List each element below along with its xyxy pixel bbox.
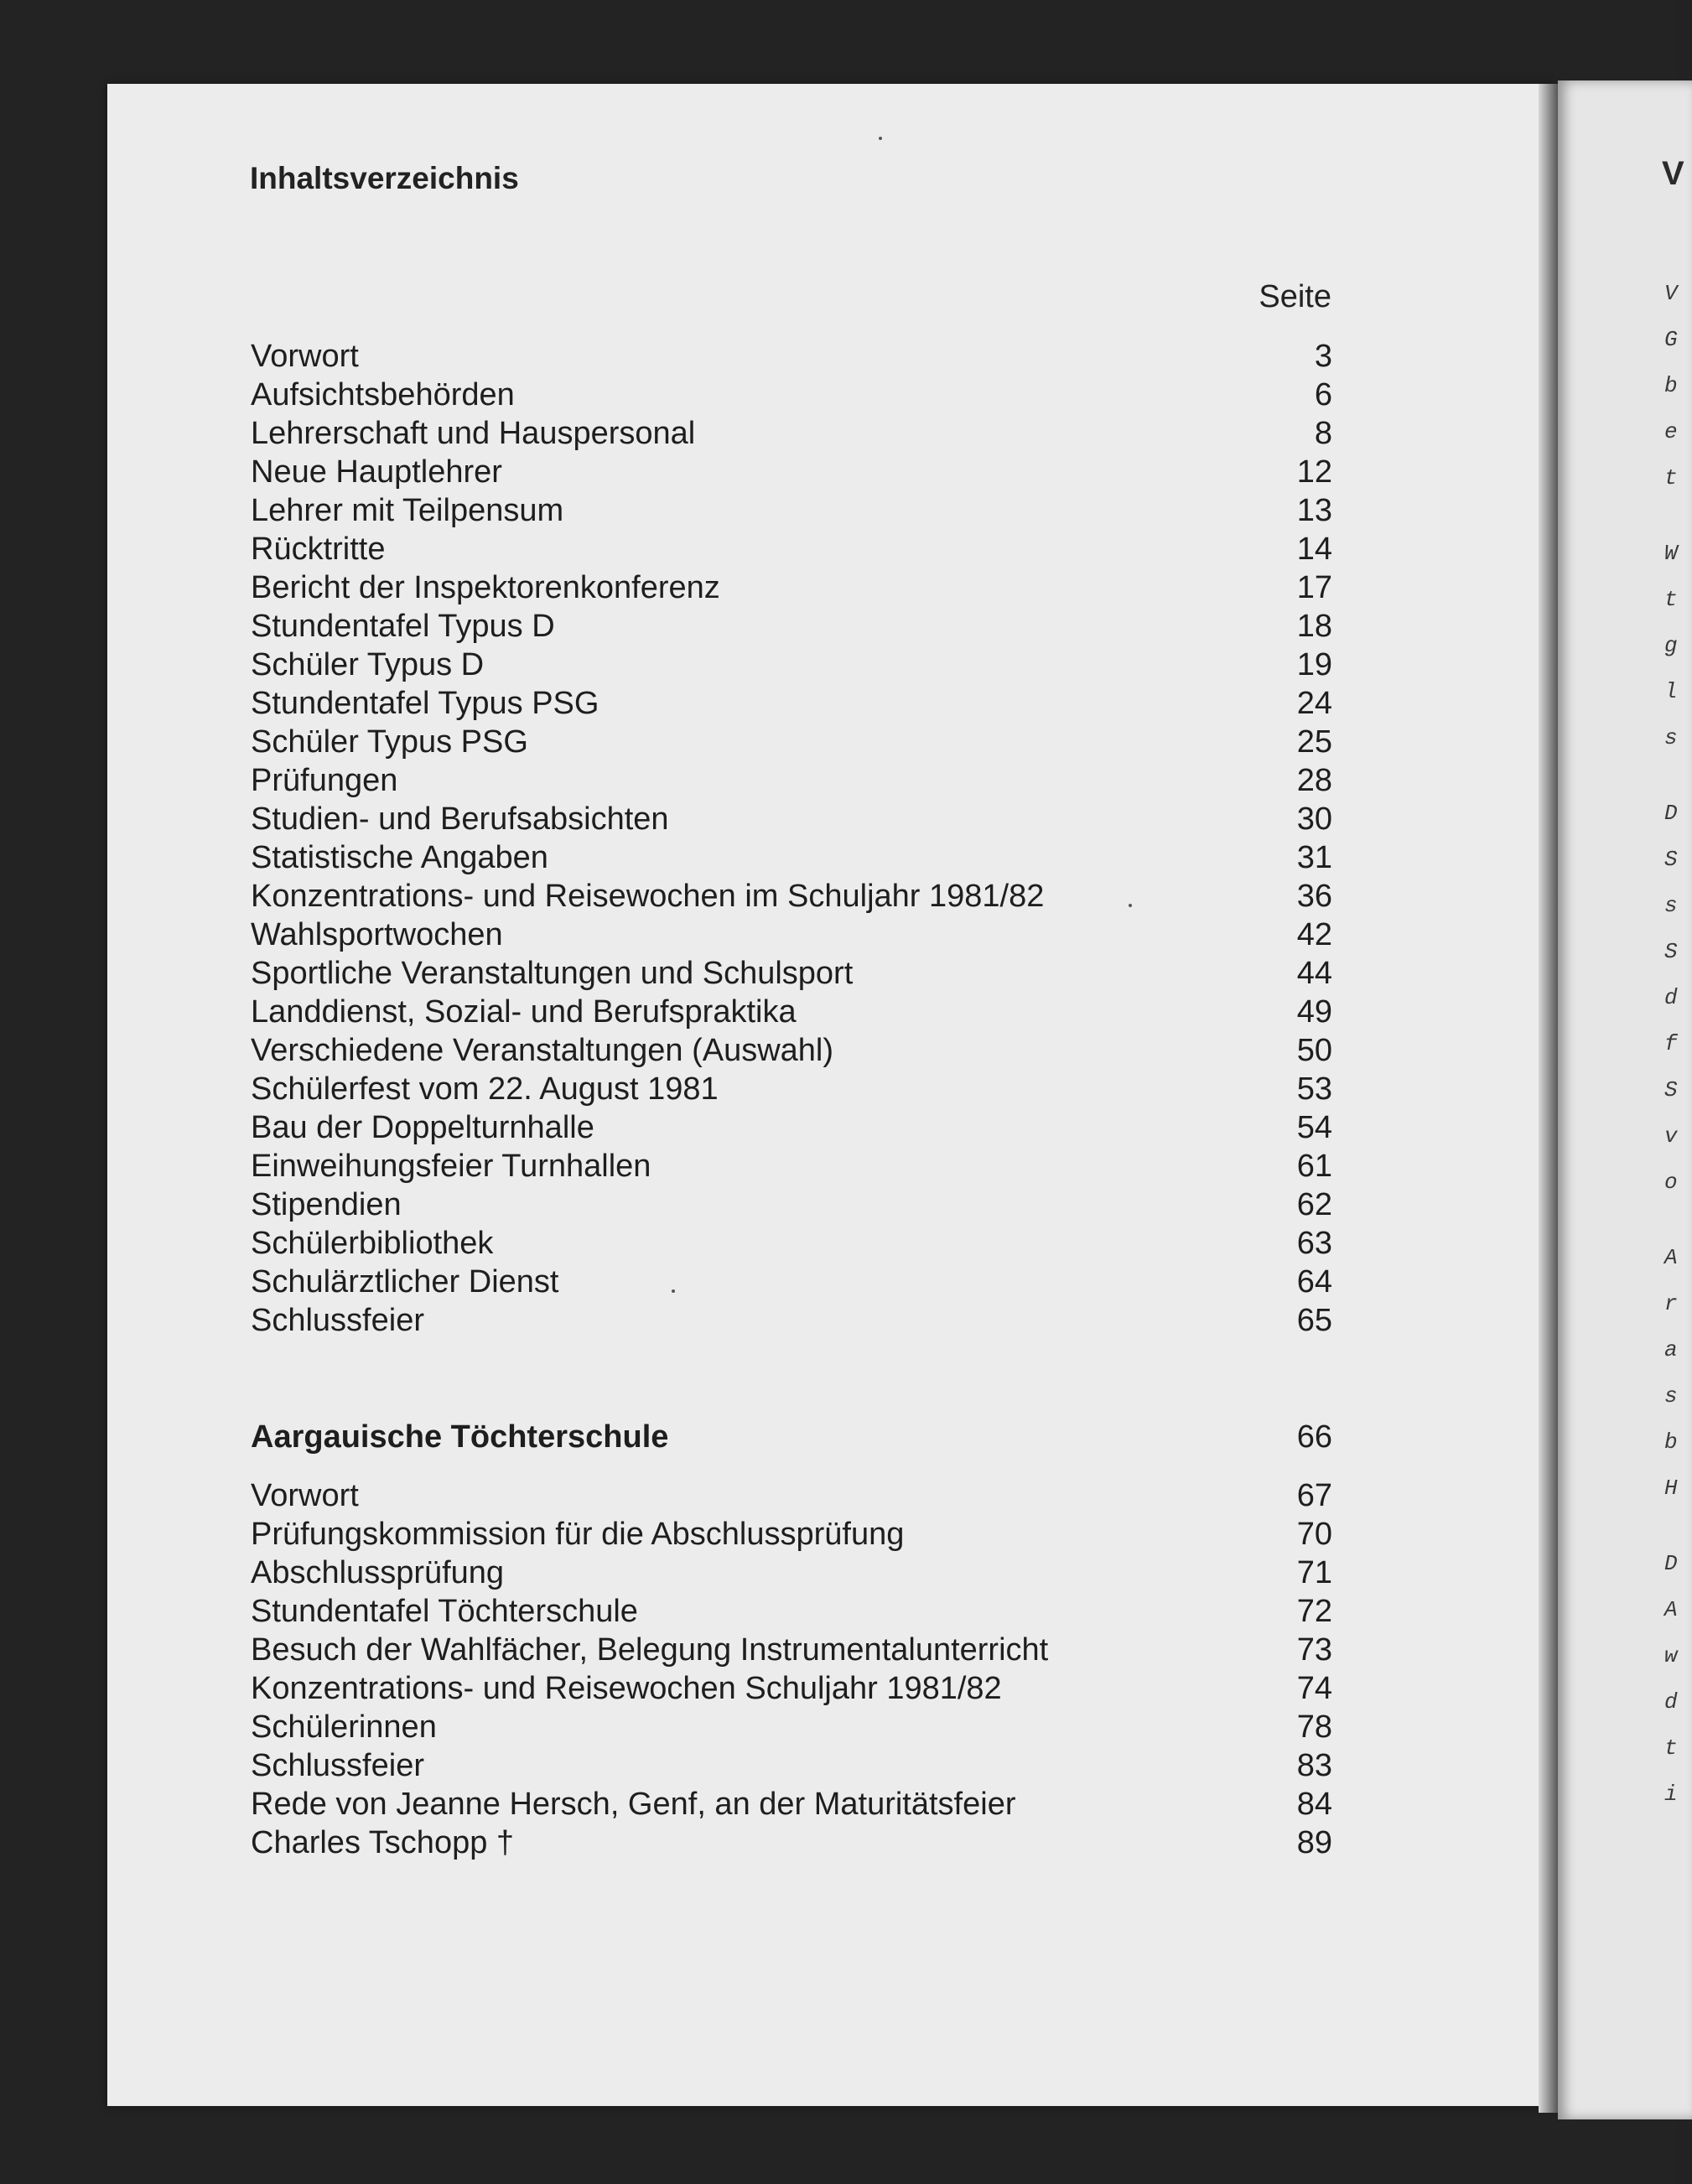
toc-entry-label: Lehrerschaft und Hauspersonal	[251, 416, 696, 451]
toc-entry	[251, 684, 1332, 723]
toc-entry-page: 12	[1296, 454, 1332, 490]
toc-entry-label: Neue Hauptlehrer	[251, 454, 502, 490]
toc-entry	[251, 491, 1332, 530]
facing-page-initial: A	[1664, 1245, 1678, 1270]
toc-entry-page: 25	[1296, 724, 1332, 760]
toc-entry-page: 8	[1314, 416, 1332, 451]
toc-entry-page: 54	[1296, 1110, 1332, 1145]
paper-speck	[879, 137, 882, 140]
toc-entry	[251, 530, 1332, 568]
toc-entry	[251, 916, 1332, 954]
toc-list	[251, 337, 1332, 1340]
facing-page-heading-fragment: V	[1662, 155, 1684, 192]
toc-entry-label: Abschlussprüfung	[251, 1555, 505, 1590]
toc-entry-label: Einweihungsfeier Turnhallen	[251, 1149, 651, 1184]
facing-page-initial: W	[1664, 541, 1678, 566]
toc-entry	[251, 1669, 1332, 1708]
toc-entry	[251, 1785, 1332, 1823]
toc-entry-label: Studien- und Berufsabsichten	[251, 801, 669, 837]
toc-entry	[251, 1147, 1332, 1185]
toc-entry-page: 31	[1296, 840, 1332, 875]
toc-entry	[251, 838, 1332, 877]
toc-entry-label: Konzentrations- und Reisewochen Schuljahr 1981/82	[251, 1671, 1002, 1706]
toc-entry-label: Stundentafel Typus D	[251, 609, 555, 644]
page-title: Inhaltsverzeichnis	[250, 161, 519, 195]
toc-entry	[251, 1746, 1332, 1785]
toc-entry	[251, 993, 1332, 1031]
facing-page-initial: a	[1664, 1337, 1678, 1362]
toc-entry-label: Schülerbibliothek	[251, 1226, 494, 1261]
section-title: Aargauische Töchterschule	[251, 1419, 669, 1455]
toc-entry	[251, 1301, 1332, 1340]
page-column-header: Seite	[1259, 279, 1331, 314]
toc-entry-label: Rede von Jeanne Hersch, Genf, an der Maturitätsfeier	[251, 1787, 1016, 1822]
toc-entry	[251, 568, 1332, 607]
facing-page-initial: t	[1664, 465, 1678, 490]
toc-entry-page: 72	[1296, 1594, 1332, 1629]
toc-entry-page: 3	[1314, 339, 1332, 374]
toc-entry-page: 61	[1296, 1149, 1332, 1184]
toc-entry	[251, 1554, 1332, 1592]
toc-entry-label: Schlussfeier	[251, 1748, 424, 1783]
toc-entry-label: Bericht der Inspektorenkonferenz	[251, 570, 720, 605]
toc-entry-label: Aufsichtsbehörden	[251, 377, 515, 412]
facing-page-initial: f	[1664, 1031, 1678, 1056]
facing-page-initial: t	[1664, 1735, 1678, 1761]
toc-entry-label: Konzentrations- und Reisewochen im Schuljahr 1981/82	[251, 879, 1045, 914]
facing-page-initial: V	[1664, 281, 1678, 306]
toc-entry	[251, 453, 1332, 491]
toc-entry	[251, 1108, 1332, 1147]
toc-entry-page: 17	[1296, 570, 1332, 605]
toc-entry-label: Prüfungen	[251, 763, 398, 798]
toc-section-heading	[251, 1416, 1332, 1458]
toc-entry	[251, 646, 1332, 684]
toc-entry-page: 89	[1296, 1825, 1332, 1860]
toc-entry-label: Vorwort	[251, 1478, 359, 1513]
toc-entry-page: 18	[1296, 609, 1332, 644]
toc-entry	[251, 1224, 1332, 1263]
toc-entry	[251, 607, 1332, 646]
toc-entry-label: Schülerinnen	[251, 1709, 437, 1745]
toc-entry-page: 13	[1296, 493, 1332, 528]
toc-entry	[251, 877, 1332, 916]
toc-entry-label: Rücktritte	[251, 532, 386, 567]
toc-entry-page: 63	[1296, 1226, 1332, 1261]
toc-entry-page: 78	[1296, 1709, 1332, 1745]
facing-page-initial: e	[1664, 419, 1678, 444]
toc-entry	[251, 1631, 1332, 1669]
toc-entry	[251, 723, 1332, 761]
toc-entry-page: 28	[1296, 763, 1332, 798]
toc-entry	[251, 1070, 1332, 1108]
facing-page-initial: G	[1664, 327, 1678, 352]
toc-entry-label: Verschiedene Veranstaltungen (Auswahl)	[251, 1033, 834, 1068]
toc-entry-label: Vorwort	[251, 339, 359, 374]
facing-page-initial: D	[1664, 1551, 1678, 1576]
facing-page-initial: S	[1664, 847, 1678, 872]
facing-page-initial: l	[1664, 679, 1678, 704]
toc-entry-page: 6	[1314, 377, 1332, 412]
toc-entry-page: 14	[1296, 532, 1332, 567]
toc-entry-page: 50	[1296, 1033, 1332, 1068]
facing-page-initial: t	[1664, 587, 1678, 612]
toc-entry	[251, 1263, 1332, 1301]
toc-entry-page: 44	[1296, 956, 1332, 991]
toc-entry	[251, 800, 1332, 838]
facing-page-initial: b	[1664, 1429, 1678, 1455]
toc-entry-page: 53	[1296, 1071, 1332, 1107]
toc-entry	[251, 761, 1332, 800]
toc-entry-page: 84	[1296, 1787, 1332, 1822]
toc-entry	[251, 414, 1332, 453]
toc-entry-page: 30	[1296, 801, 1332, 837]
toc-entry-label: Sportliche Veranstaltungen und Schulsport	[251, 956, 854, 991]
toc-entry-label: Schülerfest vom 22. August 1981	[251, 1071, 719, 1107]
facing-page-initial: b	[1664, 373, 1678, 398]
facing-page-initial: w	[1664, 1643, 1678, 1668]
toc-entry	[251, 1708, 1332, 1746]
facing-page-initial: r	[1664, 1291, 1678, 1316]
facing-page-initial: i	[1664, 1782, 1678, 1807]
toc-entry-label: Stipendien	[251, 1187, 402, 1222]
toc-entry-page: 71	[1296, 1555, 1332, 1590]
facing-page-initial: A	[1664, 1597, 1678, 1622]
toc-entry-label: Landdienst, Sozial- und Berufspraktika	[251, 994, 797, 1030]
toc-entry-label: Stundentafel Typus PSG	[251, 686, 599, 721]
toc-entry-label: Schüler Typus D	[251, 647, 485, 682]
toc-entry-page: 49	[1296, 994, 1332, 1030]
toc-entry-page: 83	[1296, 1748, 1332, 1783]
facing-page-initial: s	[1664, 893, 1678, 918]
toc-entry-page: 24	[1296, 686, 1332, 721]
toc-entry-page: 70	[1296, 1517, 1332, 1552]
toc-entry-label: Schulärztlicher Dienst	[251, 1264, 559, 1300]
facing-page-initial: g	[1664, 633, 1678, 658]
toc-entry-label: Stundentafel Töchterschule	[251, 1594, 638, 1629]
toc-entry-label: Besuch der Wahlfächer, Belegung Instrumentalunterricht	[251, 1632, 1049, 1668]
toc-entry	[251, 1031, 1332, 1070]
toc-entry-label: Wahlsportwochen	[251, 917, 503, 952]
toc-entry-page: 67	[1296, 1478, 1332, 1513]
toc-entry-label: Schüler Typus PSG	[251, 724, 528, 760]
facing-page-initial: v	[1664, 1123, 1678, 1149]
toc-entry-label: Prüfungskommission für die Abschlussprüfung	[251, 1517, 905, 1552]
toc-entry-label: Lehrer mit Teilpensum	[251, 493, 564, 528]
facing-page-initial: s	[1664, 1383, 1678, 1408]
facing-page-initial: D	[1664, 801, 1678, 826]
toc-entry-page: 42	[1296, 917, 1332, 952]
facing-page-initial: H	[1664, 1476, 1678, 1501]
facing-page-initial: s	[1664, 725, 1678, 750]
facing-page-initial: d	[1664, 985, 1678, 1010]
toc-section-list	[251, 1476, 1332, 1862]
toc-entry	[251, 954, 1332, 993]
facing-page-initial: d	[1664, 1689, 1678, 1715]
toc-entry	[251, 376, 1332, 414]
facing-page-initial: S	[1664, 1077, 1678, 1102]
toc-entry-label: Charles Tschopp †	[251, 1825, 515, 1860]
toc-entry-page: 64	[1296, 1264, 1332, 1300]
toc-entry-label: Statistische Angaben	[251, 840, 548, 875]
toc-entry-label: Schlussfeier	[251, 1303, 424, 1338]
toc-entry-page: 74	[1296, 1671, 1332, 1706]
facing-page-initial: o	[1664, 1170, 1678, 1195]
toc-entry	[251, 1476, 1332, 1515]
toc-entry	[251, 337, 1332, 376]
toc-entry-page: 19	[1296, 647, 1332, 682]
toc-entry-page: 73	[1296, 1632, 1332, 1668]
toc-entry	[251, 1515, 1332, 1554]
section-page-number: 66	[1296, 1419, 1332, 1455]
toc-entry-label: Bau der Doppelturnhalle	[251, 1110, 594, 1145]
toc-entry-page: 36	[1296, 879, 1332, 914]
toc-entry	[251, 1592, 1332, 1631]
toc-entry-page: 62	[1296, 1187, 1332, 1222]
toc-entry	[251, 1823, 1332, 1862]
toc-entry-page: 65	[1296, 1303, 1332, 1338]
toc-entry	[251, 1185, 1332, 1224]
facing-page-initial: S	[1664, 939, 1678, 964]
